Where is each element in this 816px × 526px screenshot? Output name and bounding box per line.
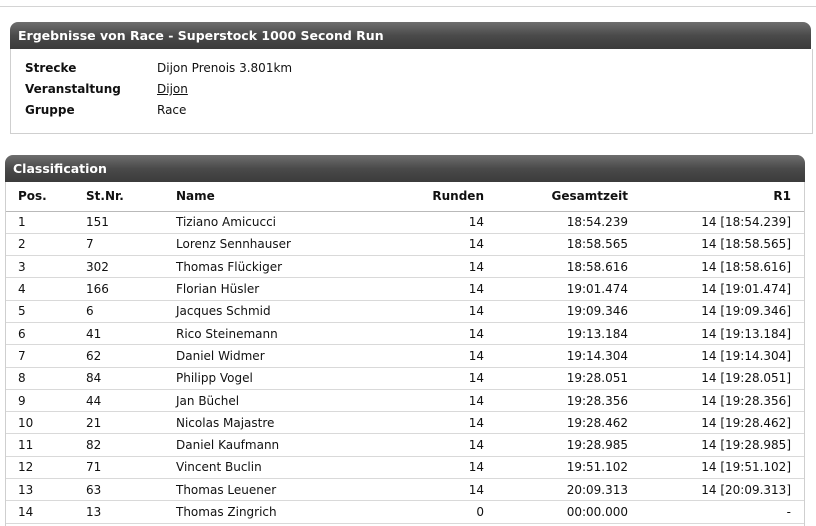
cell-pos: 1 [6, 211, 86, 233]
cell-total-time: 19:28.051 [484, 367, 628, 389]
cell-pos: 14 [6, 501, 86, 523]
column-header-r1: R1 [628, 182, 804, 211]
cell-r1: 14 [18:58.616] [628, 256, 804, 278]
cell-laps: 14 [351, 456, 484, 478]
cell-pos: 4 [6, 278, 86, 300]
cell-name: Rico Steinemann [176, 322, 351, 344]
table-row [6, 456, 804, 478]
cell-laps: 14 [351, 278, 484, 300]
table-row [6, 300, 804, 322]
cell-laps: 14 [351, 300, 484, 322]
table-row [6, 322, 804, 344]
cell-name: Florian Hüsler [176, 278, 351, 300]
cell-start-number: 7 [86, 233, 176, 255]
cell-laps: 0 [351, 501, 484, 523]
cell-name: Daniel Kaufmann [176, 434, 351, 456]
cell-pos: 12 [6, 456, 86, 478]
table-row [6, 389, 804, 411]
column-header-name: Name [176, 182, 351, 211]
column-header-laps: Runden [351, 182, 484, 211]
cell-name: Jacques Schmid [176, 300, 351, 322]
cell-name: Lorenz Sennhauser [176, 233, 351, 255]
cell-total-time: 18:58.565 [484, 233, 628, 255]
table-row [6, 434, 804, 456]
cell-start-number: 151 [86, 211, 176, 233]
cell-laps: 14 [351, 389, 484, 411]
cell-r1: 14 [19:14.304] [628, 345, 804, 367]
cell-start-number: 166 [86, 278, 176, 300]
cell-start-number: 13 [86, 501, 176, 523]
table-header-row [6, 182, 804, 211]
cell-start-number: 302 [86, 256, 176, 278]
table-row [6, 256, 804, 278]
table-row [6, 278, 804, 300]
cell-pos: 3 [6, 256, 86, 278]
cell-total-time: 18:54.239 [484, 211, 628, 233]
cell-start-number: 62 [86, 345, 176, 367]
top-divider [0, 6, 816, 7]
cell-pos: 9 [6, 389, 86, 411]
cell-name: Daniel Widmer [176, 345, 351, 367]
cell-r1: 14 [18:54.239] [628, 211, 804, 233]
cell-pos: 7 [6, 345, 86, 367]
cell-r1: 14 [18:58.565] [628, 233, 804, 255]
cell-laps: 14 [351, 412, 484, 434]
cell-laps: 14 [351, 345, 484, 367]
cell-pos: 2 [6, 233, 86, 255]
cell-total-time: 20:09.313 [484, 479, 628, 501]
cell-r1: 14 [19:13.184] [628, 322, 804, 344]
classification-title: Classification [13, 161, 107, 176]
cell-name: Thomas Leuener [176, 479, 351, 501]
cell-name: Thomas Flückiger [176, 256, 351, 278]
cell-total-time: 19:09.346 [484, 300, 628, 322]
event-link[interactable]: Dijon [157, 82, 188, 96]
column-header-start-number: St.Nr. [86, 182, 176, 211]
cell-r1: 14 [19:51.102] [628, 456, 804, 478]
cell-total-time: 19:51.102 [484, 456, 628, 478]
cell-laps: 14 [351, 211, 484, 233]
cell-name: Philipp Vogel [176, 367, 351, 389]
table-row [6, 345, 804, 367]
cell-pos: 11 [6, 434, 86, 456]
cell-start-number: 44 [86, 389, 176, 411]
info-value: Dijon Prenois 3.801km [157, 61, 293, 75]
cell-laps: 14 [351, 233, 484, 255]
cell-total-time: 19:14.304 [484, 345, 628, 367]
cell-r1: 14 [19:28.462] [628, 412, 804, 434]
table-row [6, 211, 804, 233]
cell-laps: 14 [351, 367, 484, 389]
cell-r1: 14 [19:09.346] [628, 300, 804, 322]
table-row [6, 479, 804, 501]
table-row [6, 233, 804, 255]
event-panel-header [10, 22, 811, 49]
cell-total-time: 19:13.184 [484, 322, 628, 344]
cell-total-time: 19:28.462 [484, 412, 628, 434]
cell-total-time: 19:01.474 [484, 278, 628, 300]
cell-r1: 14 [19:28.051] [628, 367, 804, 389]
cell-start-number: 63 [86, 479, 176, 501]
classification-panel-header [5, 155, 805, 182]
cell-pos: 8 [6, 367, 86, 389]
cell-laps: 14 [351, 434, 484, 456]
info-label: Strecke [25, 61, 77, 75]
cell-r1: 14 [20:09.313] [628, 479, 804, 501]
info-label: Veranstaltung [25, 82, 121, 96]
cell-pos: 6 [6, 322, 86, 344]
event-info-box [10, 49, 813, 134]
cell-total-time: 00:00.000 [484, 501, 628, 523]
table-row [6, 412, 804, 434]
cell-total-time: 18:58.616 [484, 256, 628, 278]
cell-start-number: 6 [86, 300, 176, 322]
cell-total-time: 19:28.985 [484, 434, 628, 456]
cell-pos: 10 [6, 412, 86, 434]
column-header-pos: Pos. [6, 182, 86, 211]
cell-name: Vincent Buclin [176, 456, 351, 478]
cell-laps: 14 [351, 322, 484, 344]
cell-name: Thomas Zingrich [176, 501, 351, 523]
cell-r1: - [628, 501, 804, 523]
table-row [6, 501, 804, 523]
cell-laps: 14 [351, 256, 484, 278]
table-body [6, 211, 804, 523]
info-value: Race [157, 103, 187, 117]
cell-laps: 14 [351, 479, 484, 501]
classification-table-wrap [5, 182, 805, 526]
cell-start-number: 84 [86, 367, 176, 389]
cell-start-number: 21 [86, 412, 176, 434]
cell-start-number: 82 [86, 434, 176, 456]
cell-r1: 14 [19:28.985] [628, 434, 804, 456]
cell-start-number: 71 [86, 456, 176, 478]
cell-name: Nicolas Majastre [176, 412, 351, 434]
cell-pos: 5 [6, 300, 86, 322]
cell-pos: 13 [6, 479, 86, 501]
cell-name: Jan Büchel [176, 389, 351, 411]
cell-r1: 14 [19:01.474] [628, 278, 804, 300]
column-header-total-time: Gesamtzeit [484, 182, 628, 211]
cell-total-time: 19:28.356 [484, 389, 628, 411]
cell-start-number: 41 [86, 322, 176, 344]
cell-r1: 14 [19:28.356] [628, 389, 804, 411]
cell-name: Tiziano Amicucci [176, 211, 351, 233]
classification-table [6, 182, 804, 524]
event-title: Ergebnisse von Race - Superstock 1000 Second Run [18, 28, 384, 43]
table-row [6, 367, 804, 389]
info-label: Gruppe [25, 103, 75, 117]
